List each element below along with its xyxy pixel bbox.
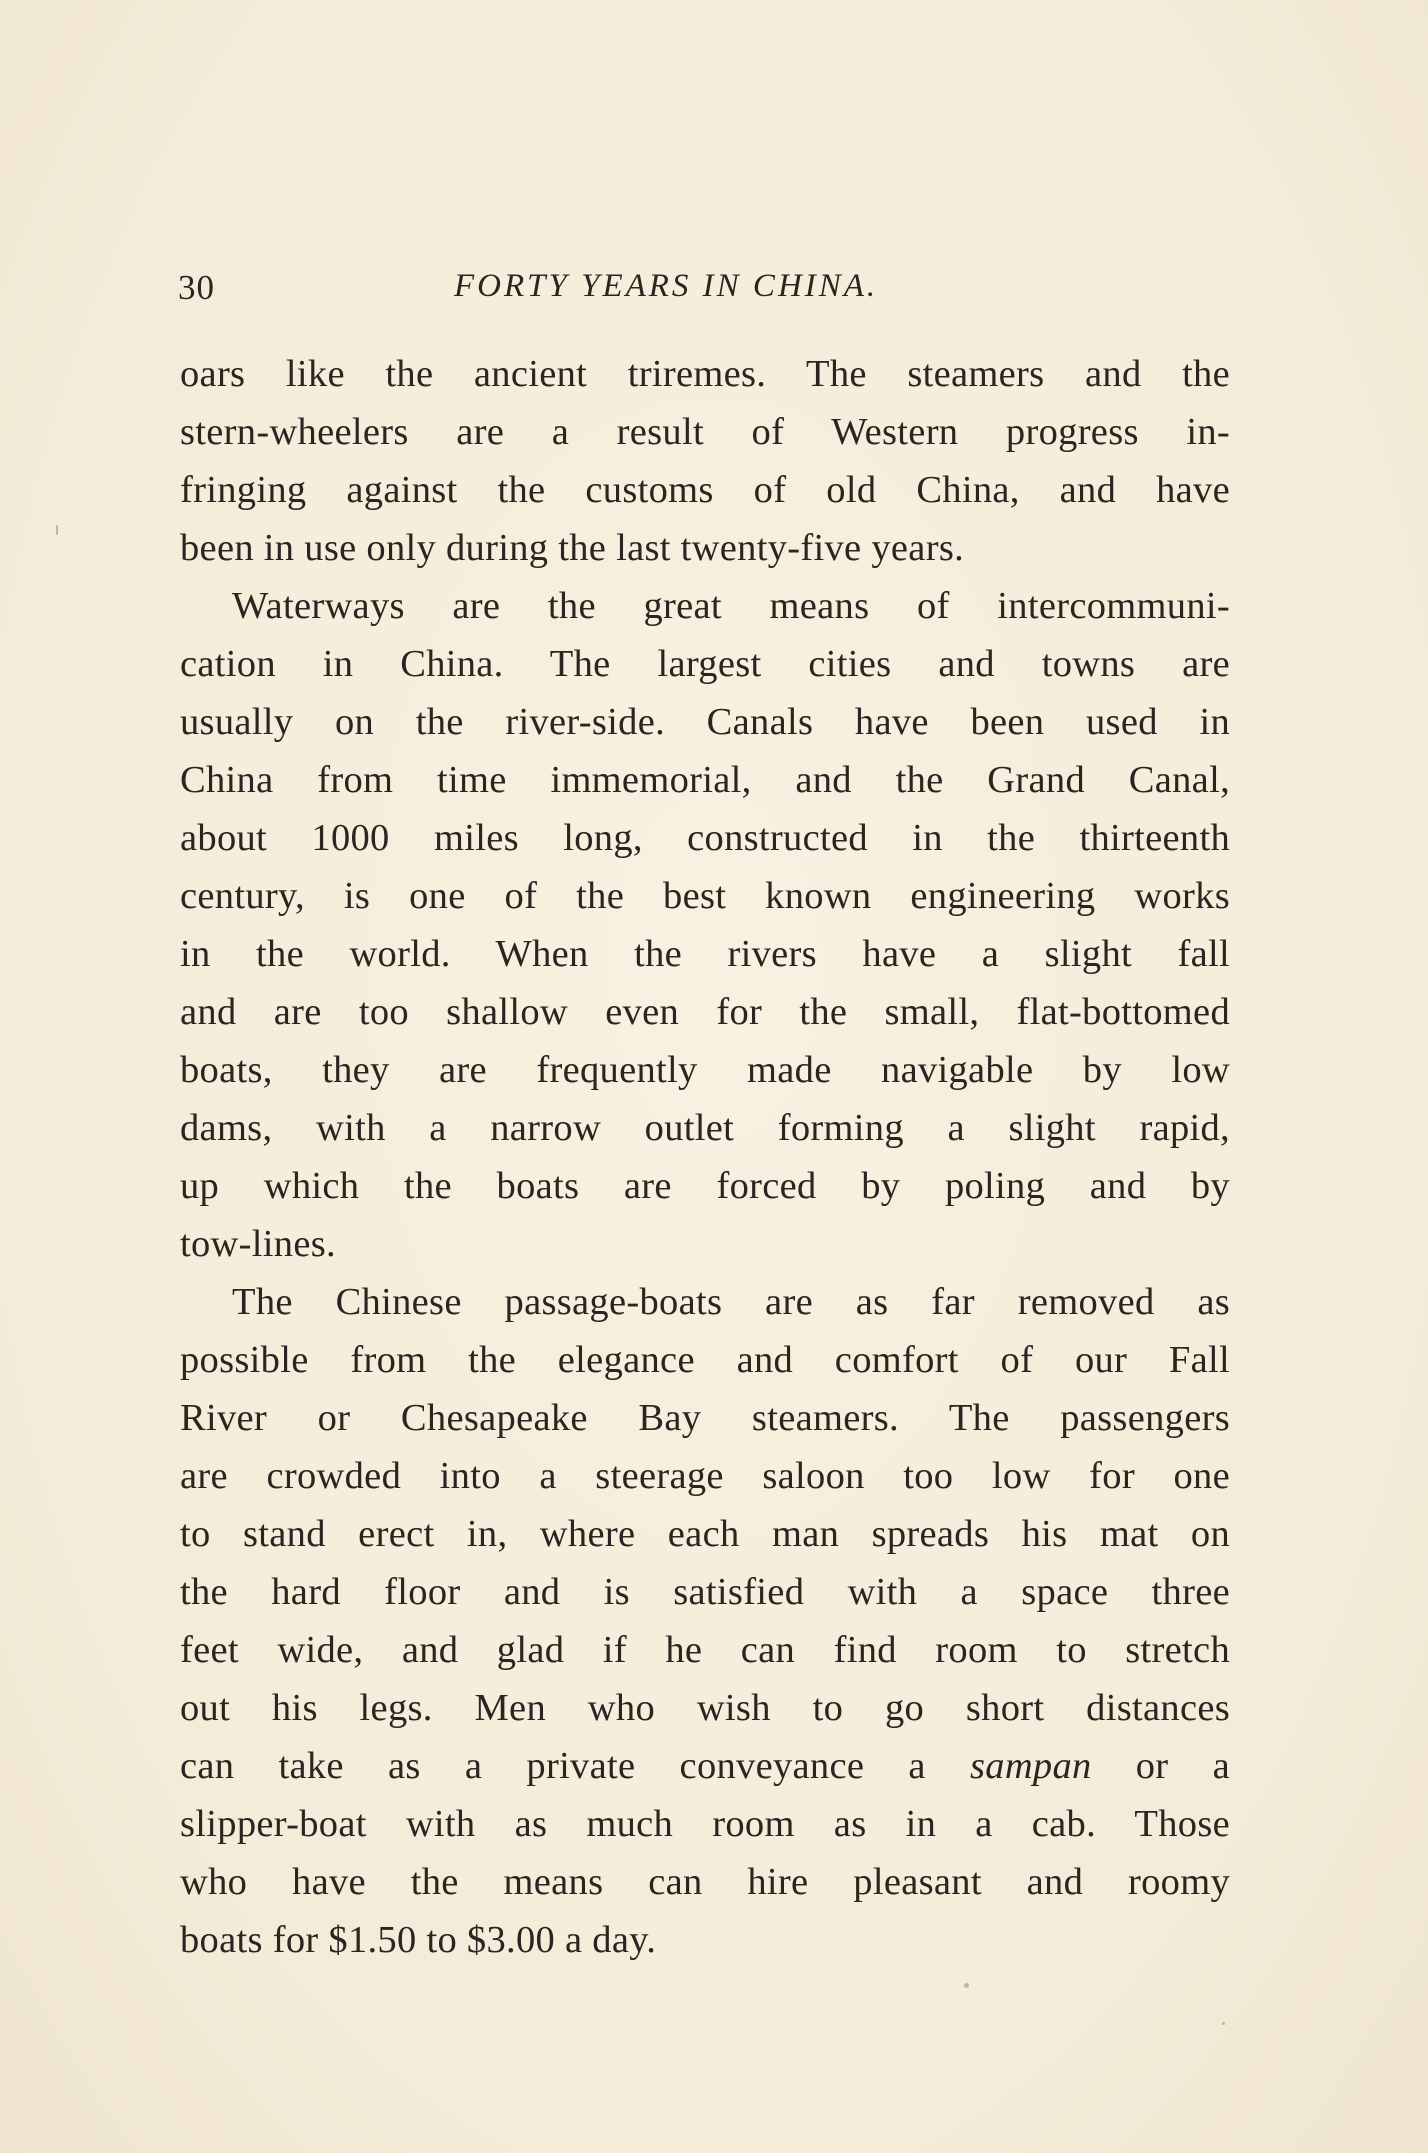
italic-term: sampan (969, 1745, 1092, 1787)
text-line: China from time immemorial, and the Grand Canal, (180, 759, 1230, 801)
text-line: boats for $1.50 to $3.00 a day. (180, 1919, 657, 1961)
text-line: usually on the river-side. Canals have been used in (180, 701, 1230, 743)
text-line: River or Chesapeake Bay steamers. The passengers (180, 1397, 1230, 1439)
text-line: and are too shallow even for the small, flat-bottomed (180, 991, 1230, 1033)
text-line: slipper-boat with as much room as in a cab. Those (180, 1803, 1230, 1845)
page-header (178, 268, 1228, 314)
text-line: possible from the elegance and comfort of our Fall (180, 1339, 1230, 1381)
text-segment: or a (1091, 1745, 1230, 1787)
text-line-with-italic (180, 1737, 1230, 1795)
text-line: dams, with a narrow outlet forming a slight rapid, (180, 1107, 1230, 1149)
page-number: 30 (178, 268, 215, 307)
paragraph-start-line: Waterways are the great means of intercommuni- (232, 585, 1230, 627)
text-line: fringing against the customs of old China, and have (180, 469, 1230, 511)
paper-speck (964, 1983, 969, 1988)
text-line: out his legs. Men who wish to go short distances (180, 1687, 1230, 1729)
text-line: boats, they are frequently made navigable by low (180, 1049, 1230, 1091)
text-line: about 1000 miles long, constructed in the thirteenth (180, 817, 1230, 859)
text-line: been in use only during the last twenty-five years. (180, 527, 965, 569)
paper-speck (56, 525, 58, 535)
text-line: to stand erect in, where each man spreads his mat on (180, 1513, 1230, 1555)
text-line: are crowded into a steerage saloon too low for one (180, 1455, 1230, 1497)
text-line: century, is one of the best known engineering works (180, 875, 1230, 917)
text-line: up which the boats are forced by poling and by (180, 1165, 1230, 1207)
text-line: tow-lines. (180, 1223, 336, 1265)
text-segment: can take as a private conveyance a (180, 1745, 970, 1787)
paper-speck (1222, 2022, 1225, 2025)
text-line: the hard floor and is satisfied with a space three (180, 1571, 1230, 1613)
text-line: in the world. When the rivers have a slight fall (180, 933, 1230, 975)
text-line: oars like the ancient triremes. The steamers and the (180, 353, 1230, 395)
paragraph-start-line: The Chinese passage-boats are as far removed as (232, 1281, 1230, 1323)
text-line: feet wide, and glad if he can find room to stretch (180, 1629, 1230, 1671)
text-line: stern-wheelers are a result of Western progress in- (180, 411, 1230, 453)
running-title: FORTY YEARS IN CHINA. (454, 268, 879, 304)
text-line: cation in China. The largest cities and towns are (180, 643, 1230, 685)
text-line: who have the means can hire pleasant and roomy (180, 1861, 1230, 1903)
body-text (180, 345, 1230, 1969)
